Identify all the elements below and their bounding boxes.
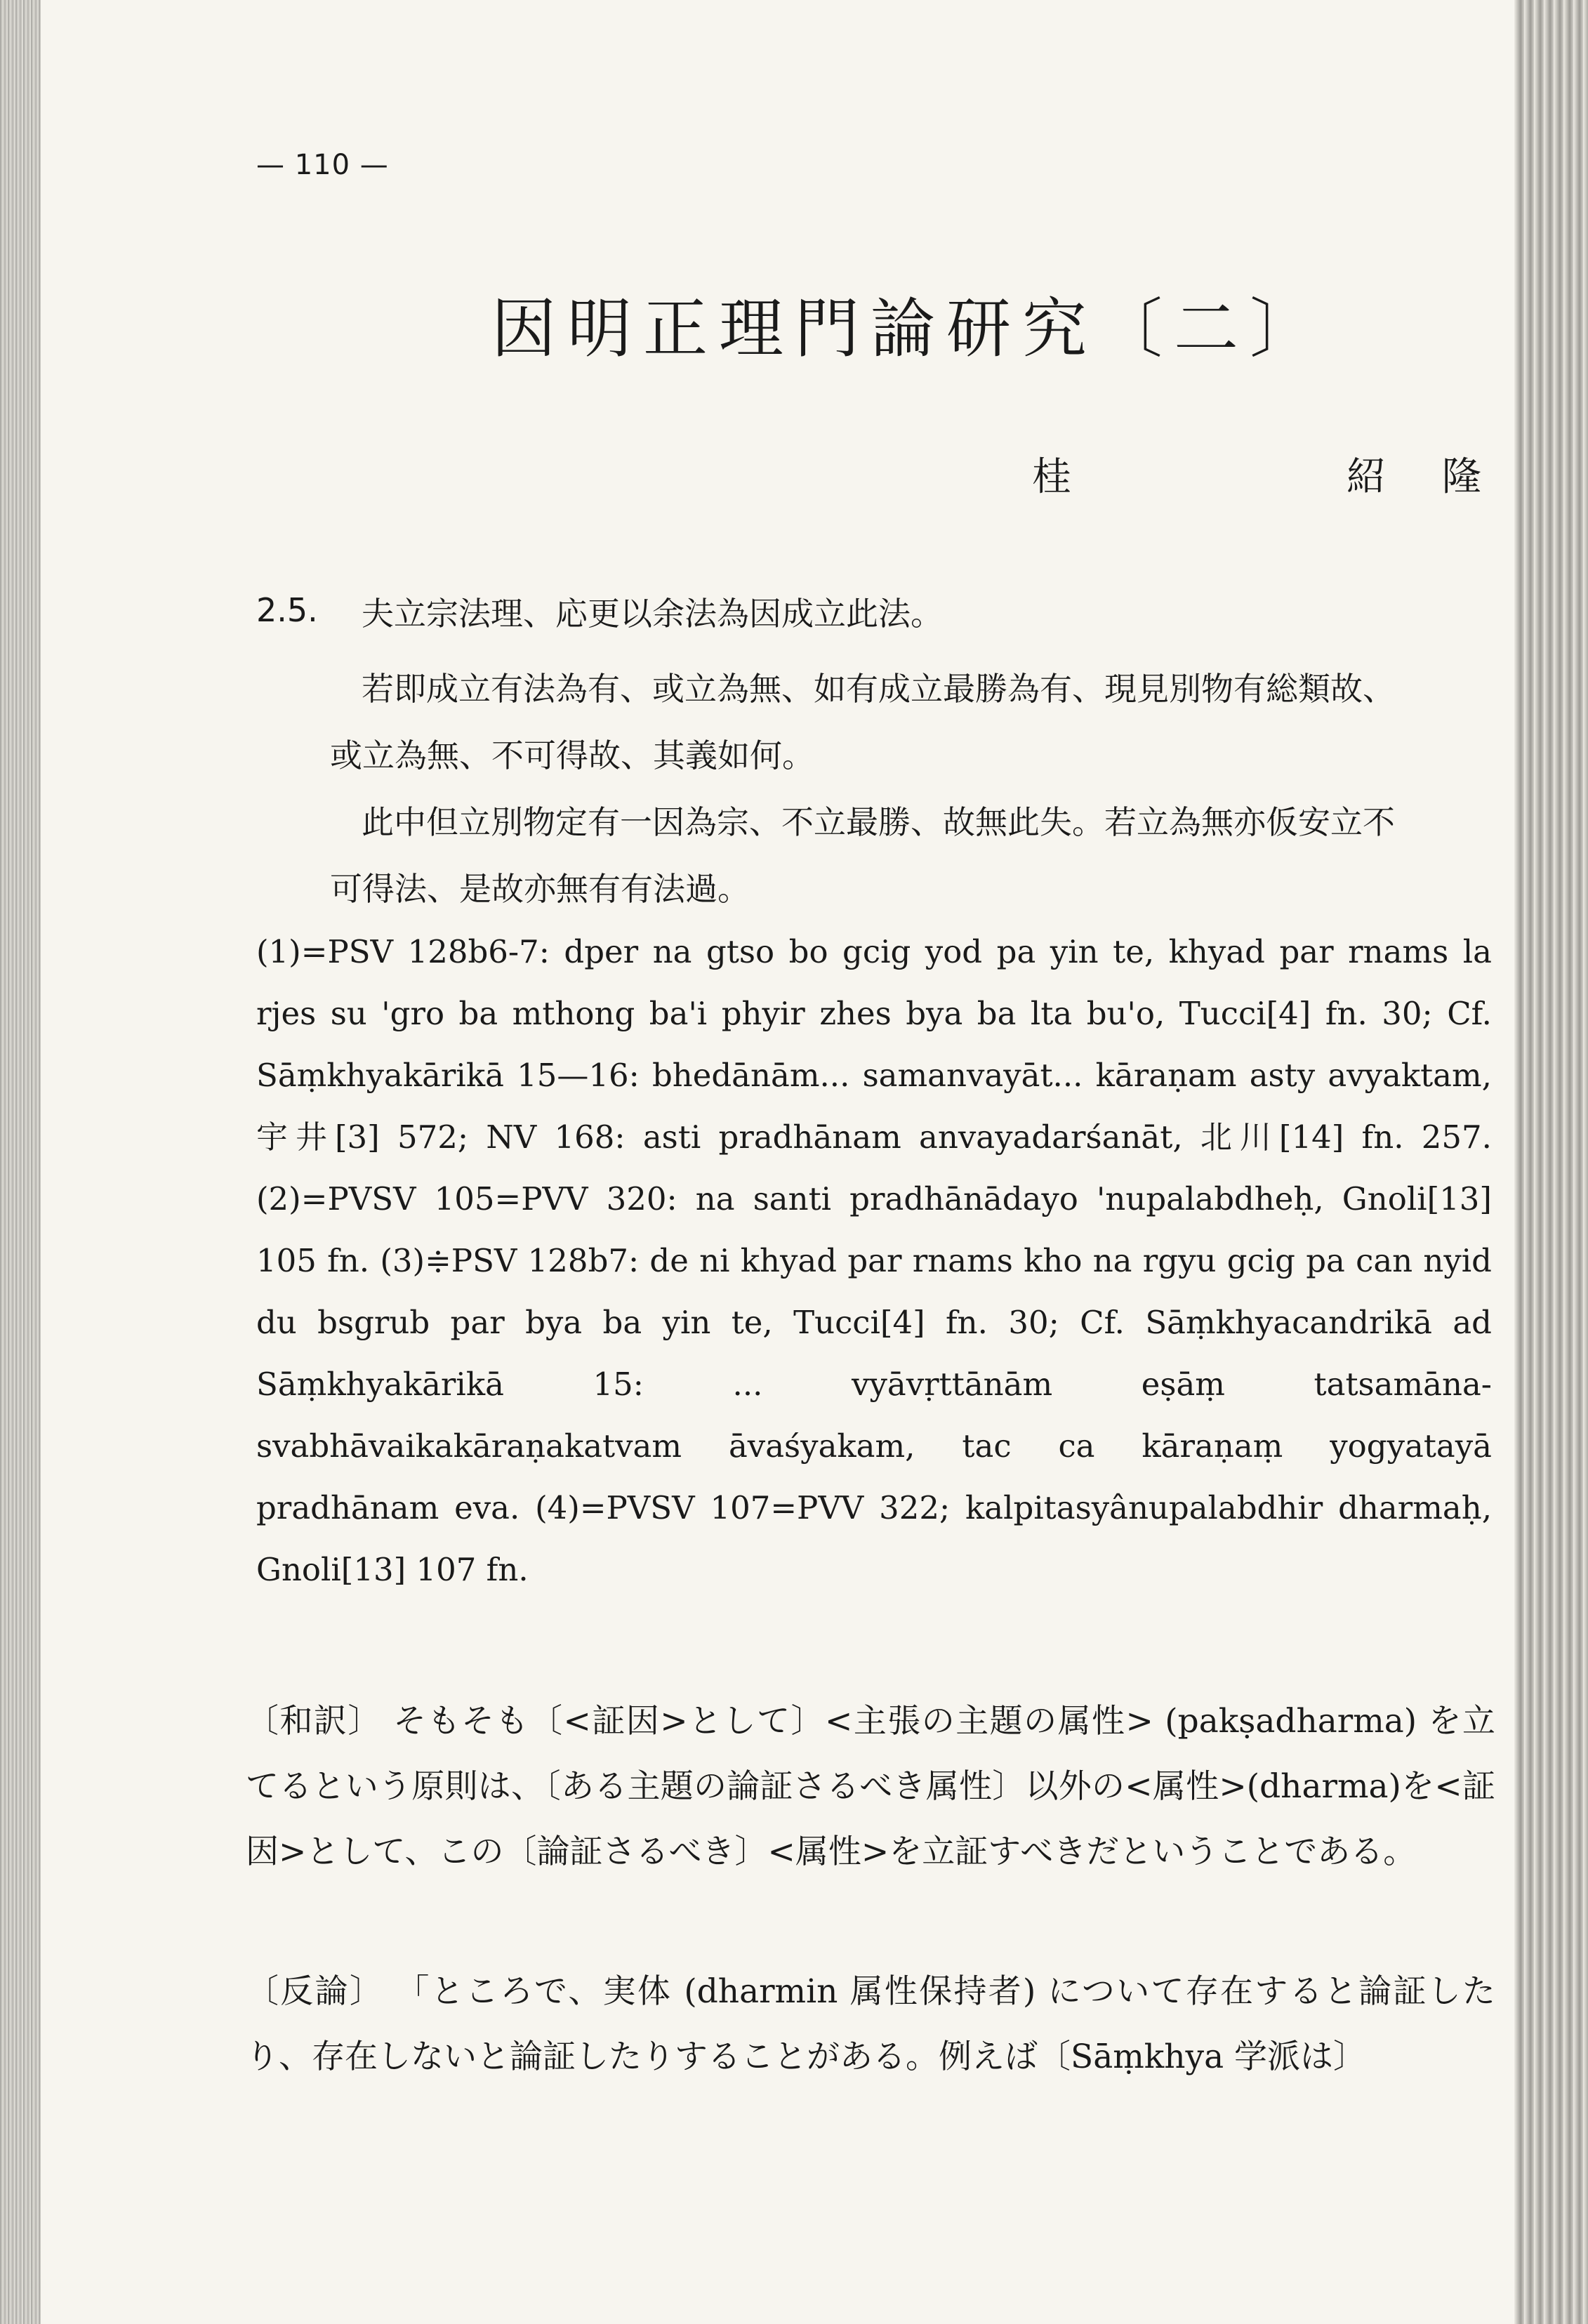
objection-text: 〔反論〕 「ところで、実体 (dharmin 属性保持者) について存在すると論証したり、存在しないと論証したりすることがある。例えば〔Sāṃkhya 学派は〕 (246, 1972, 1495, 2076)
section-line-3: 或立為無、不可得故、其義如何。 (330, 737, 814, 774)
translation-text: 〔和訳〕 そもそも〔<証因>として〕<主張の主題の属性> (pakṣadharma) を立てるという原則は、〔ある主題の論証さるべき属性〕以外の<属性>(dharma)を<証因>として、この〔論証さるべき〕<属性>を立証すべきだということである。 (246, 1702, 1495, 1871)
page-title: 因明正理門論研究〔二〕 (491, 291, 1326, 367)
section-number: 2.5. (256, 591, 318, 629)
footnotes-text: (1)=PSV 128b6-7: dper na gtso bo gcig yod pa yin te, khyad par rnams la rjes su 'gro ba mthong ba'i phyir zhes bya ba lta bu'o, Tucci[4] fn. 30; Cf. Sāṃkhyakārikā 15—16: bhedānām... samanvayāt... kāraṇam asty avyaktam, 宇井[3] 572; NV 168: asti pradhānam anvayadarśanāt, 北川[14] fn. 257. (2)=PVSV 105=PVV 320: na santi pradhānādayo 'nupalabdheḥ, Gnoli[13] 105 fn. (3)≑PSV 128b7: de ni khyad par rnams kho na rgyu gcig pa can nyid du bsgrub par bya ba yin te, Tucci[4] fn. 30; Cf. Sāṃkhyacandrikā ad Sāṃkhyakārikā 15: ... vyāvṛttānām eṣāṃ tatsamāna-svabhāvaikakāraṇakatvam āvaśyakam, tac ca kāraṇaṃ yogyatayā pradhānam eva. (4)=PVSV 107=PVV 322; kalpitasyânupalabdhir dharmaḥ, Gnoli[13] 107 fn. (256, 933, 1492, 1588)
author-char-2: 紹 (1347, 454, 1386, 500)
author-char-1: 桂 (1032, 454, 1071, 500)
section-line-2: 若即成立有法為有、或立為無、如有成立最勝為有、現見別物有総類故、 (362, 670, 1395, 708)
author (1032, 446, 1481, 502)
author-char-3: 隆 (1442, 454, 1481, 500)
section-line-1: 夫立宗法理、応更以余法為因成立此法。 (362, 595, 943, 633)
section-line-5: 可得法、是故亦無有有法過。 (330, 870, 750, 908)
translation-paragraph (246, 1689, 1495, 1884)
objection-paragraph (246, 1959, 1495, 2089)
footnotes (256, 921, 1492, 1601)
section-line-4: 此中但立別物定有一因為宗、不立最勝、故無此失。若立為無亦仮安立不 (362, 803, 1395, 841)
page-number: — 110 — (256, 149, 389, 181)
